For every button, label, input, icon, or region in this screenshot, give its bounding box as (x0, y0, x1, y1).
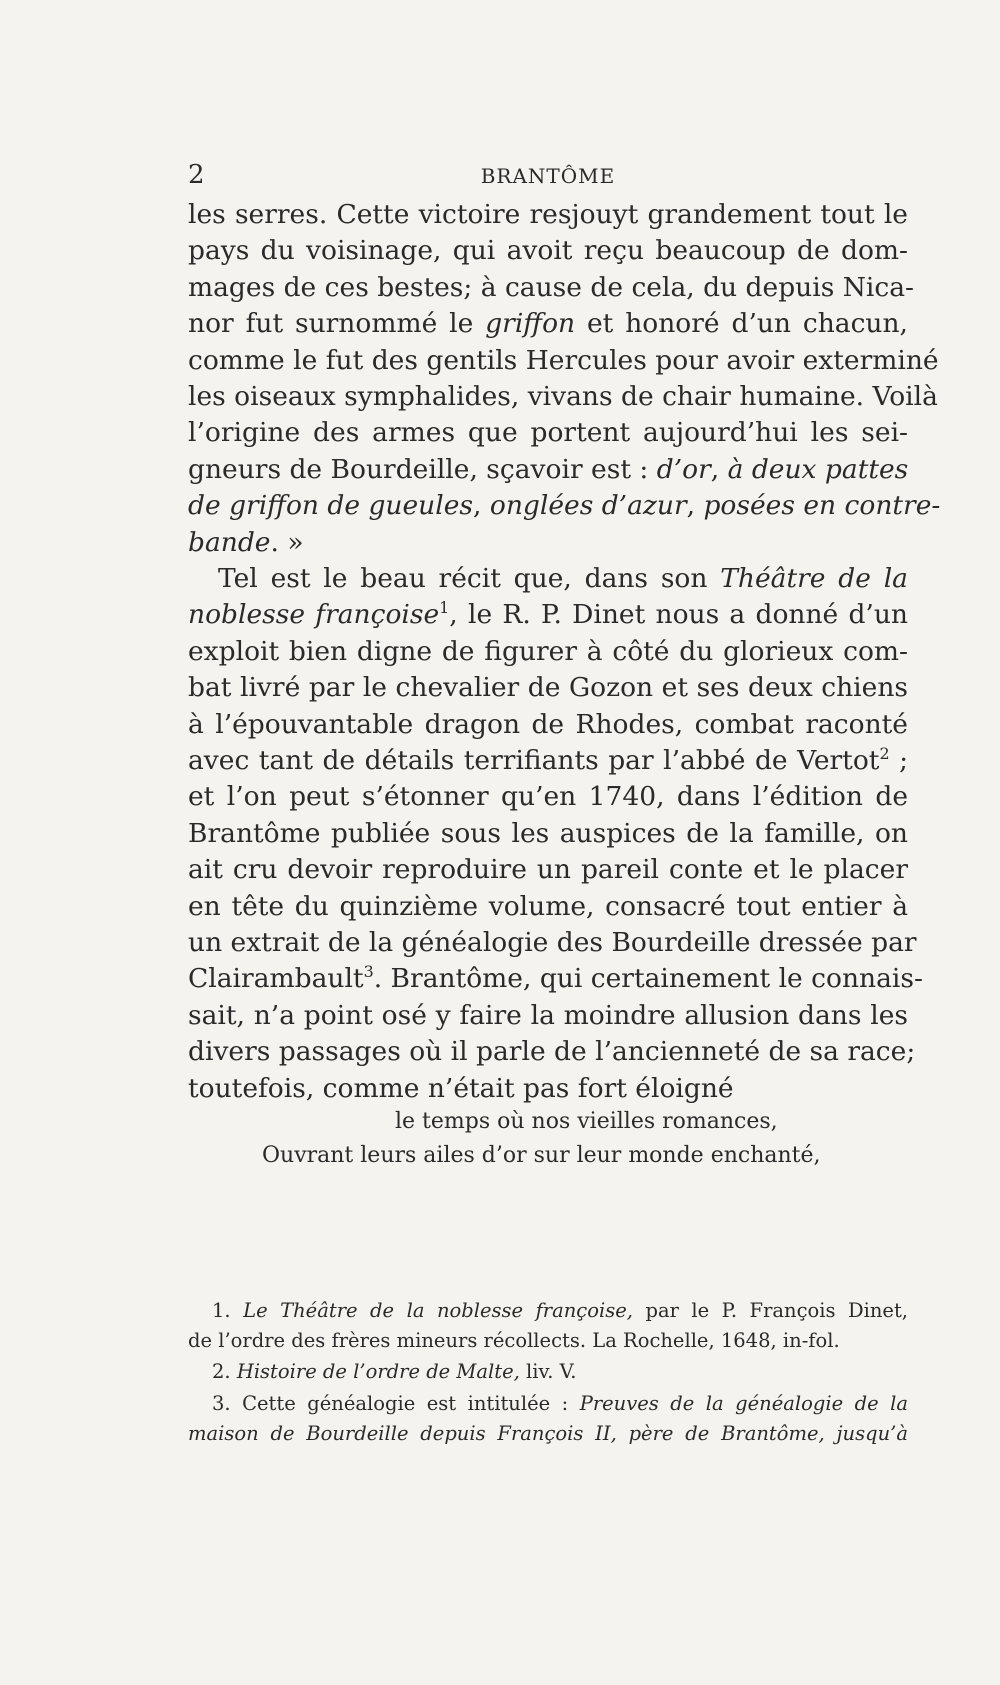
text-line: pays du voisinage, qui avoit reçu beaucoup de dom- (188, 235, 908, 267)
verse-line: Ouvrant leurs ailes d’or sur leur monde enchanté, (262, 1143, 821, 1168)
text-line: les oiseaux symphalides, vivans de chair humaine. Voilà (188, 381, 938, 412)
footnote-line: de l’ordre des frères mineurs récollects. La Rochelle, 1648, in-fol. (188, 1329, 840, 1352)
text-line: Brantôme publiée sous les auspices de la famille, on (188, 817, 908, 849)
text-line: en tête du quinzième volume, consacré tout entier à (188, 890, 908, 922)
verse-line: le temps où nos vieilles romances, (395, 1109, 778, 1134)
text-line: divers passages où il parle de l’ancienneté de sa race; (188, 1036, 916, 1068)
text-line: comme le fut des gentils Hercules pour avoir exterminé (188, 344, 939, 376)
page-number: 2 (188, 160, 205, 190)
text-line: avec tant de détails terrifiants par l’abbé de Vertot$^2$ ; (188, 744, 908, 776)
text-line: gneurs de Bourdeille, sçavoir est : d’or, à deux pattes (188, 453, 909, 485)
footnote-line: 3. Cette généalogie est intitulée : Preuves de la généalogie de la (212, 1392, 908, 1415)
footnote-line: 1. Le Théâtre de la noblesse françoise, par le P. François Dinet, (212, 1299, 909, 1322)
text-line: de griffon de gueules, onglées d’azur, posées en contre- (188, 490, 941, 522)
text-line: et l’on peut s’étonner qu’en 1740, dans l’édition de (188, 781, 908, 813)
text-line: les serres. Cette victoire resjouyt grandement tout le (188, 199, 908, 230)
page-header (188, 160, 908, 190)
text-line: à l’épouvantable dragon de Rhodes, combat raconté (188, 708, 908, 740)
text-line: l’origine des armes que portent aujourd’hui les sei- (188, 417, 908, 449)
footnote-line: 2. Histoire de l’ordre de Malte, liv. V. (212, 1360, 577, 1383)
text-line: nor fut surnommé le griffon et honoré d’un chacun, (188, 308, 908, 340)
text-line: sait, n’a point osé y faire la moindre allusion dans les (188, 999, 908, 1031)
text-line: bande. » (188, 526, 304, 558)
text-line: ait cru devoir reproduire un pareil conte et le placer (188, 854, 908, 886)
text-line: exploit bien digne de figurer à côté du glorieux com- (188, 635, 908, 667)
text-line: noblesse françoise$^1$, le R. P. Dinet nous a donné d’un (188, 598, 908, 631)
text-line: toutefois, comme n’était pas fort éloigné (188, 1072, 734, 1104)
running-title: BRANTÔME (480, 164, 616, 188)
text-line: un extrait de la généalogie des Bourdeille dressée par (188, 927, 917, 958)
text-line: mages de ces bestes; à cause de cela, du depuis Nica- (188, 271, 914, 303)
text-line: Tel est le beau récit que, dans son Théâtre de la (218, 563, 908, 594)
footnote-line: maison de Bourdeille depuis François II, père de Brantôme, jusqu’à (188, 1422, 908, 1445)
text-line: bat livré par le chevalier de Gozon et ses deux chiens (188, 672, 908, 704)
text-line: Clairambault$^3$. Brantôme, qui certainement le connais- (188, 962, 923, 995)
